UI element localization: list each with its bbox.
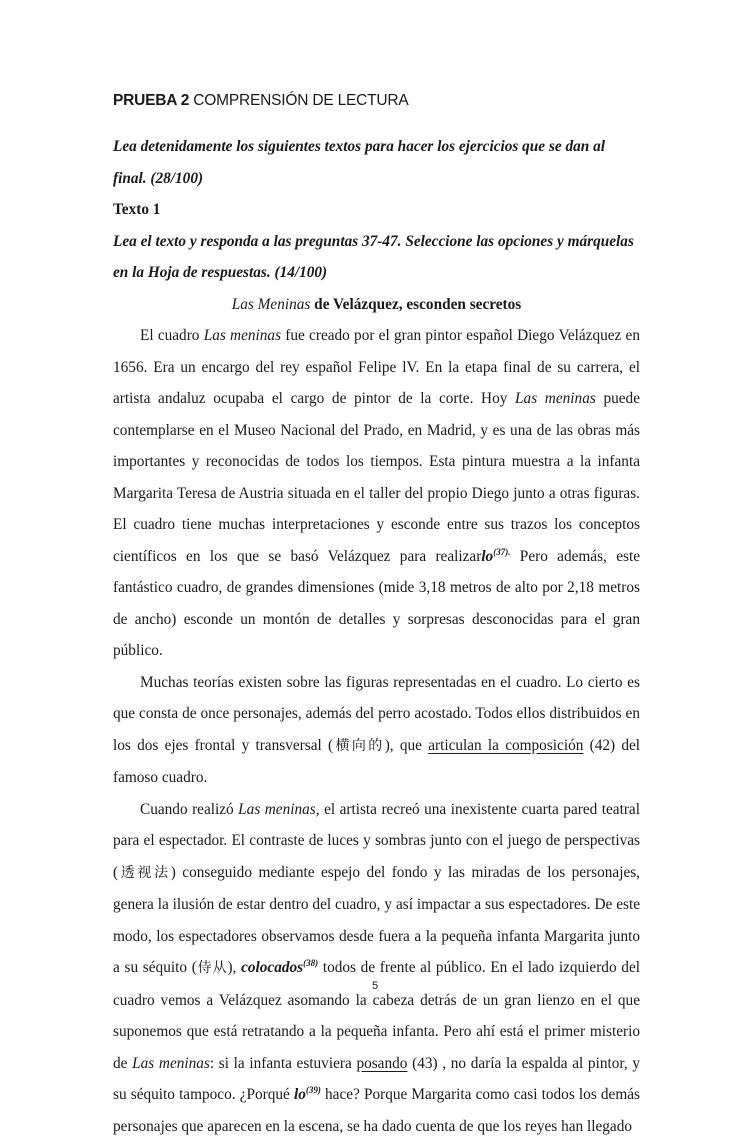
p3-ref-word-39: lo: [294, 1086, 306, 1103]
p3-underlined-43: posando: [356, 1055, 407, 1072]
article-title-italic: Las Meninas: [232, 296, 311, 313]
p1-ref-37: (37).: [493, 547, 510, 557]
p1-text-a: El cuadro: [140, 327, 204, 344]
p3-text-e: ),: [227, 959, 241, 976]
p1-ref-word-37: lo: [481, 548, 493, 565]
article-title: [113, 289, 640, 321]
text1-instructions: Lea el texto y responda a las preguntas 37-47. Seleccione las opciones y márquelas en la Hoja de respuestas. (14/100): [113, 226, 640, 289]
text1-label: Texto 1: [113, 194, 640, 226]
p2-text-c: (42) del famoso cuadro.: [113, 737, 640, 787]
general-instructions: Lea detenidamente los siguientes textos para hacer los ejercicios que se dan al final. (28/100): [113, 131, 640, 194]
section-header: [113, 90, 673, 112]
p1-italic-d: Las meninas: [515, 390, 596, 407]
p3-ref-39: (39): [306, 1085, 321, 1095]
p3-text-j: : si la infanta estuviera: [210, 1055, 357, 1072]
p3-text-d: ) conseguido mediante espejo del fondo y las miradas de los personajes, genera la ilusión de estar dentro del cuadro, y así impactar a sus espectadores. De este modo, los espectadores observamos desde fuera a la pequeña infanta Margarita junto a su séquito (: [113, 864, 640, 977]
p2-cjk-gloss: 横向的: [333, 738, 385, 754]
p3-text-h: todos de frente al público. En el lado izquierdo del cuadro vemos a Velázquez asomando la cabeza detrás de un gran lienzo en el que suponemos que está retratando a la pequeña infanta. Pero ahí está el primer misterio de: [113, 959, 640, 1072]
paragraph-2: [113, 667, 640, 794]
p2-underlined-42: articulan la composición: [428, 737, 583, 754]
p3-text-a: Cuando realizó: [140, 801, 238, 818]
page-number: 5: [0, 980, 750, 992]
p3-cjk-gloss-2: 侍从: [197, 960, 228, 976]
p1-text-c: fue creado por el gran pintor español Diego Velázquez en 1656. Era un encargo del rey español Felipe lV. En la etapa final de su carrera, el artista andaluz ocupaba el cargo de pintor de la corte. Hoy: [113, 327, 640, 407]
p3-italic-b: Las meninas,: [238, 801, 319, 818]
paragraph-1: [113, 320, 640, 667]
paragraph-3: [113, 794, 640, 1142]
section-header-rest: COMPRENSIÓN DE LECTURA: [189, 92, 408, 109]
article-title-rest: de Velázquez, esconden secretos: [310, 296, 521, 313]
p2-text-b: ), que: [385, 737, 428, 754]
p3-italic-i: Las meninas: [132, 1055, 210, 1072]
p3-text-n: hace? Porque Margarita como casi todos los demás personajes que aparecen en la escena, se ha dado cuenta de que los reyes han llegado: [113, 1086, 640, 1135]
p1-italic-b: Las meninas: [204, 327, 281, 344]
p3-cjk-gloss-1: 透视法: [118, 865, 171, 881]
section-header-bold: PRUEBA 2: [113, 92, 189, 109]
p1-text-e: puede contemplarse en el Museo Nacional del Prado, en Madrid, y es una de las obras más importantes y reconocidas de todos los tiempos. Esta pintura muestra a la infanta Margarita Teresa de Austria situada en el taller del propio Diego junto a otras figuras. El cuadro tiene muchas interpretaciones y esconde entre sus trazos los conceptos científicos en los que se basó Velázquez para realizar: [113, 390, 640, 565]
p2-text-a: Muchas teorías existen sobre las figuras representadas en el cuadro. Lo cierto es que consta de once personajes, además del perro acostado. Todos ellos distribuidos en los dos ejes frontal y transversal (: [113, 674, 640, 754]
p3-text-c: el artista recreó una inexistente cuarta pared teatral para el espectador. El contraste de luces y sombras junto con el juego de perspectivas (: [113, 801, 640, 881]
p1-text-h: Pero además, este fantástico cuadro, de grandes dimensiones (mide 3,18 metros de alto por 2,18 metros de ancho) esconde un montón de detalles y sorpresas desconocidas para el gran público.: [113, 548, 640, 660]
p3-ref-word-38: colocados: [241, 959, 303, 976]
p3-text-k: (43) , no daría la espalda al pintor, y su séquito tampoco. ¿Porqué: [113, 1055, 640, 1104]
p3-ref-38: (38): [303, 958, 318, 968]
